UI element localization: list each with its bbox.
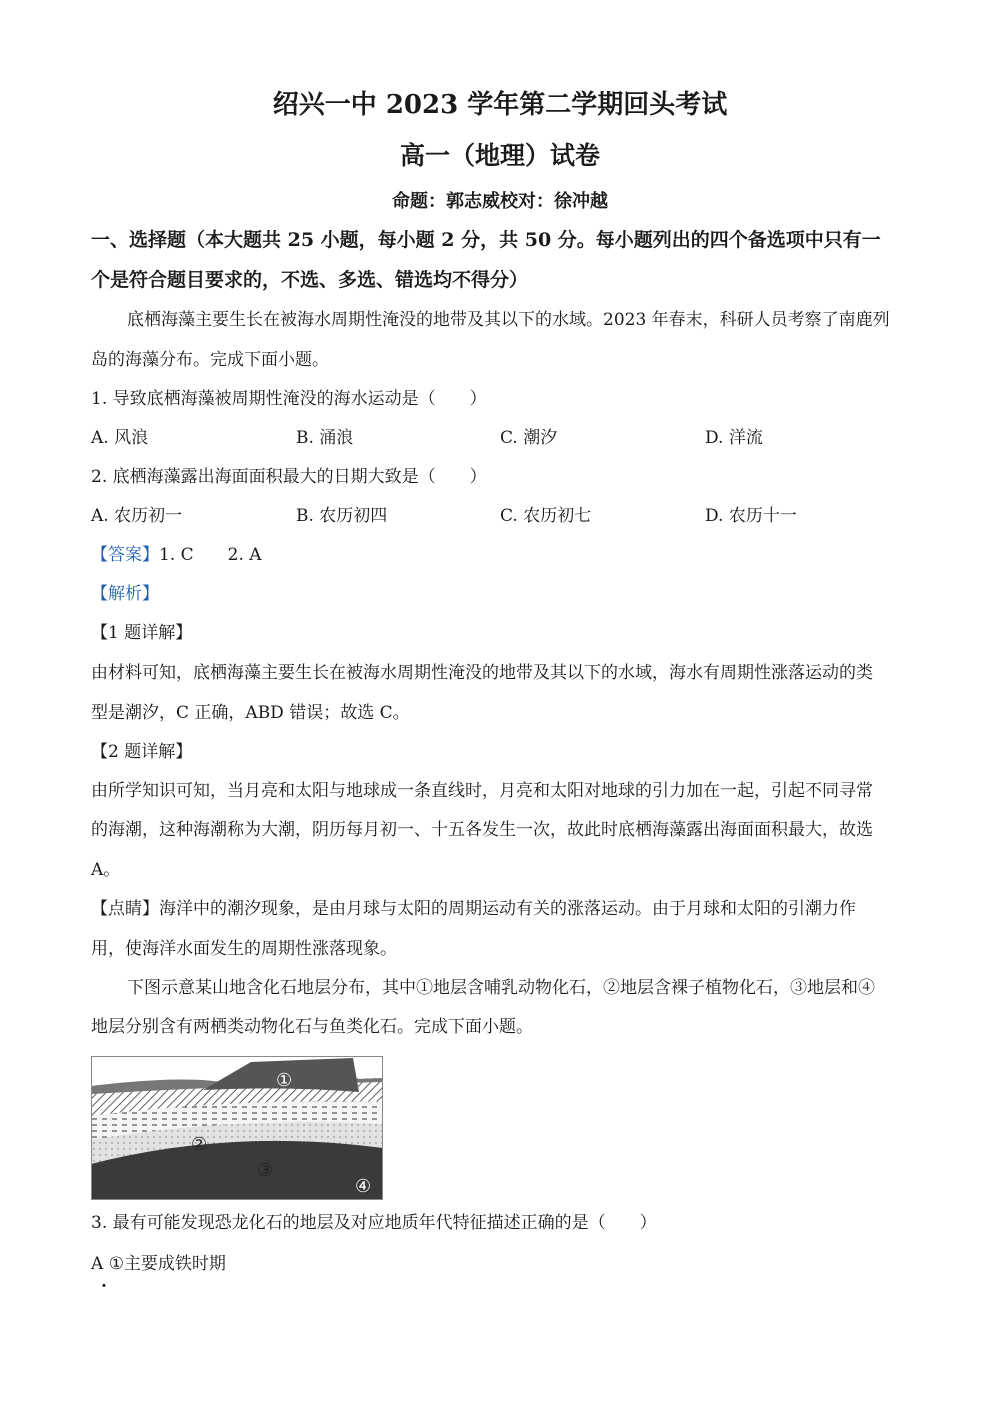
detail2-line3: A。 bbox=[91, 860, 121, 880]
passage1-line2: 岛的海藻分布。完成下面小题。 bbox=[91, 350, 329, 370]
q3-option-a-letter: A bbox=[91, 1254, 104, 1274]
note-text1: 海洋中的潮汐现象，是由月球与太阳的周期运动有关的涨落运动。由于月球和太阳的引潮力作 bbox=[159, 899, 856, 919]
strata-diagram bbox=[91, 1056, 383, 1200]
detail1-line1: 由材料可知，底栖海藻主要生长在被海水周期性淹没的地带及其以下的水域，海水有周期性涨落运动的类 bbox=[91, 663, 873, 683]
exam-authors: 命题：郭志威校对：徐冲越 bbox=[392, 191, 608, 212]
analysis-label: 【解析】 bbox=[91, 584, 159, 604]
q1-option-a: A. 风浪 bbox=[91, 428, 149, 448]
answer-value: 1. C 2. A bbox=[159, 545, 262, 565]
section-heading-line2: 个是符合题目要求的，不选、多选、错选均不得分） bbox=[91, 269, 529, 291]
q1-option-c: C. 潮汐 bbox=[500, 428, 558, 448]
q3-option-a-text: ①主要成铁时期 bbox=[108, 1254, 226, 1274]
q3-dot: . bbox=[101, 1272, 107, 1292]
q3-stem: 3. 最有可能发现恐龙化石的地层及对应地质年代特征描述正确的是（ ） bbox=[91, 1213, 657, 1233]
q2-option-d: D. 农历十一 bbox=[705, 506, 797, 526]
stratum-label-2: ② bbox=[191, 1134, 208, 1155]
answer-label: 【答案】 bbox=[91, 545, 159, 565]
note-label: 【点睛】 bbox=[91, 899, 159, 919]
exam-subtitle: 高一（地理）试卷 bbox=[399, 141, 600, 170]
exam-title: 绍兴一中 2023 学年第二学期回头考试 bbox=[272, 90, 728, 120]
stratum-label-3: ③ bbox=[257, 1160, 274, 1181]
note-line2: 用，使海洋水面发生的周期性涨落现象。 bbox=[91, 939, 397, 959]
q3-option-a bbox=[91, 1254, 226, 1274]
q2-stem: 2. 底栖海藻露出海面面积最大的日期大致是（ ） bbox=[91, 467, 487, 487]
q2-option-c: C. 农历初七 bbox=[500, 506, 592, 526]
detail1-line2: 型是潮汐，C 正确，ABD 错误；故选 C。 bbox=[91, 703, 410, 723]
passage2-line1: 下图示意某山地含化石地层分布，其中①地层含哺乳动物化石，②地层含裸子植物化石，③地层和④ bbox=[127, 978, 875, 998]
q2-option-a: A. 农历初一 bbox=[91, 506, 183, 526]
q1-option-d: D. 洋流 bbox=[705, 428, 763, 448]
passage1-line1: 底栖海藻主要生长在被海水周期性淹没的地带及其以下的水域。2023 年春末，科研人员考察了南鹿列 bbox=[127, 310, 890, 330]
passage2-line2: 地层分别含有两栖类动物化石与鱼类化石。完成下面小题。 bbox=[91, 1017, 533, 1037]
q2-option-b: B. 农历初四 bbox=[296, 506, 388, 526]
detail2-label: 【2 题详解】 bbox=[91, 742, 193, 762]
stratum-label-1: ① bbox=[276, 1070, 293, 1091]
section-heading-line1: 一、选择题（本大题共 25 小题，每小题 2 分，共 50 分。每小题列出的四个备选项中只有一 bbox=[91, 229, 881, 251]
q1-option-b: B. 涌浪 bbox=[296, 428, 354, 448]
detail1-label: 【1 题详解】 bbox=[91, 623, 193, 643]
answer-line bbox=[91, 545, 262, 565]
note-line1 bbox=[91, 899, 856, 919]
stratum-label-4: ④ bbox=[355, 1176, 372, 1197]
detail2-line1: 由所学知识可知，当月亮和太阳与地球成一条直线时，月亮和太阳对地球的引力加在一起，引起不同寻常 bbox=[91, 781, 873, 801]
detail2-line2: 的海潮，这种海潮称为大潮，阴历每月初一、十五各发生一次，故此时底栖海藻露出海面面积最大，故选 bbox=[91, 820, 873, 840]
q1-stem: 1. 导致底栖海藻被周期性淹没的海水运动是（ ） bbox=[91, 389, 487, 409]
